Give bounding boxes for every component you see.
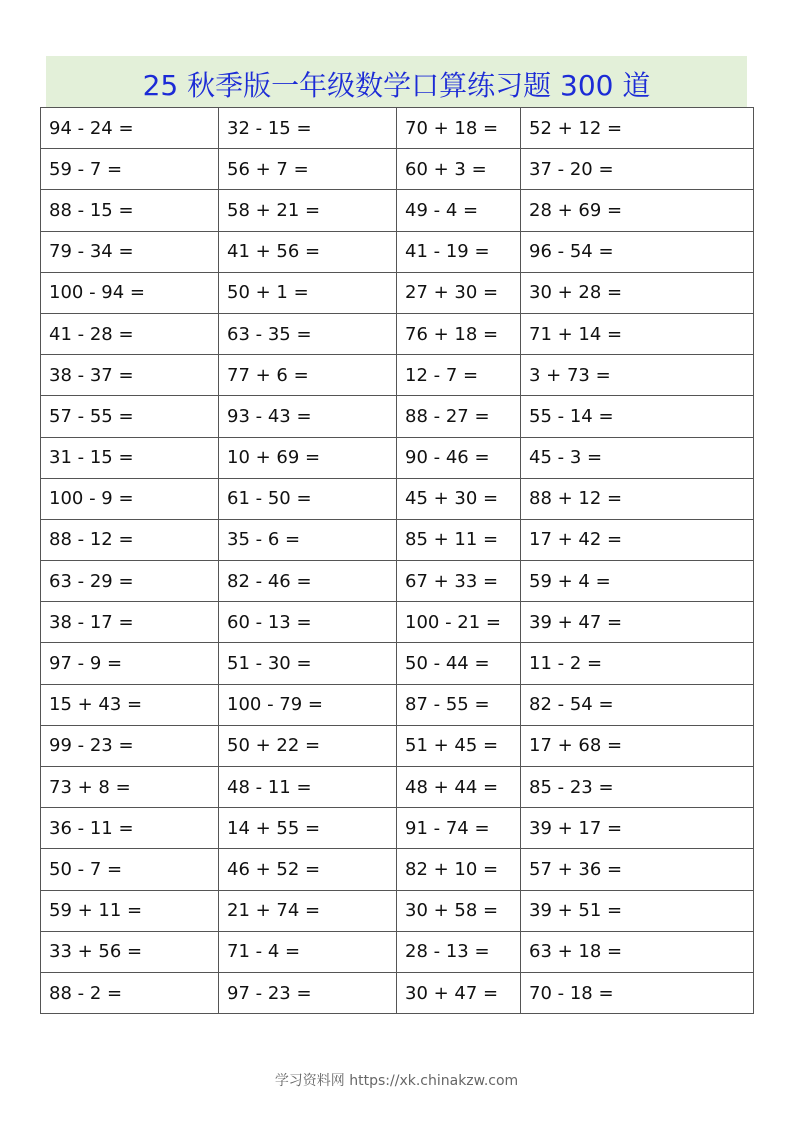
problem-cell: 41 - 19 =	[397, 231, 521, 272]
problem-cell: 57 + 36 =	[521, 849, 754, 890]
table-row	[41, 684, 754, 725]
problem-cell: 30 + 58 =	[397, 890, 521, 931]
problem-cell: 59 - 7 =	[41, 149, 219, 190]
problem-cell: 39 + 17 =	[521, 808, 754, 849]
problem-cell: 71 - 4 =	[219, 931, 397, 972]
problem-cell: 88 - 2 =	[41, 972, 219, 1013]
problem-cell: 88 - 12 =	[41, 519, 219, 560]
problem-cell: 73 + 8 =	[41, 767, 219, 808]
table-row	[41, 972, 754, 1013]
problem-cell: 50 - 44 =	[397, 643, 521, 684]
problem-cell: 67 + 33 =	[397, 561, 521, 602]
problem-cell: 51 + 45 =	[397, 725, 521, 766]
problem-cell: 49 - 4 =	[397, 190, 521, 231]
problem-cell: 91 - 74 =	[397, 808, 521, 849]
problem-cell: 51 - 30 =	[219, 643, 397, 684]
problem-cell: 30 + 28 =	[521, 272, 754, 313]
problem-cell: 57 - 55 =	[41, 396, 219, 437]
problem-cell: 77 + 6 =	[219, 355, 397, 396]
problem-cell: 82 - 46 =	[219, 561, 397, 602]
problem-cell: 50 + 22 =	[219, 725, 397, 766]
problem-cell: 61 - 50 =	[219, 478, 397, 519]
table-row	[41, 272, 754, 313]
problem-cell: 28 + 69 =	[521, 190, 754, 231]
problem-cell: 30 + 47 =	[397, 972, 521, 1013]
table-row	[41, 931, 754, 972]
problem-cell: 82 + 10 =	[397, 849, 521, 890]
problem-cell: 39 + 51 =	[521, 890, 754, 931]
problem-cell: 45 - 3 =	[521, 437, 754, 478]
problem-cell: 100 - 9 =	[41, 478, 219, 519]
problem-cell: 70 - 18 =	[521, 972, 754, 1013]
problem-cell: 82 - 54 =	[521, 684, 754, 725]
problem-cell: 14 + 55 =	[219, 808, 397, 849]
problem-cell: 10 + 69 =	[219, 437, 397, 478]
table-row	[41, 561, 754, 602]
table-row	[41, 849, 754, 890]
table-row	[41, 355, 754, 396]
problem-cell: 21 + 74 =	[219, 890, 397, 931]
table-row	[41, 890, 754, 931]
problem-cell: 50 - 7 =	[41, 849, 219, 890]
problem-cell: 56 + 7 =	[219, 149, 397, 190]
problem-cell: 63 + 18 =	[521, 931, 754, 972]
problem-cell: 15 + 43 =	[41, 684, 219, 725]
problem-cell: 97 - 23 =	[219, 972, 397, 1013]
problem-cell: 41 - 28 =	[41, 313, 219, 354]
problem-cell: 71 + 14 =	[521, 313, 754, 354]
exercise-table	[40, 107, 754, 1014]
problem-cell: 87 - 55 =	[397, 684, 521, 725]
table-row	[41, 808, 754, 849]
table-row	[41, 313, 754, 354]
problem-cell: 52 + 12 =	[521, 108, 754, 149]
problem-cell: 58 + 21 =	[219, 190, 397, 231]
problem-cell: 79 - 34 =	[41, 231, 219, 272]
table-row	[41, 396, 754, 437]
title-banner	[46, 56, 747, 107]
problem-cell: 32 - 15 =	[219, 108, 397, 149]
problem-cell: 48 + 44 =	[397, 767, 521, 808]
problem-cell: 100 - 94 =	[41, 272, 219, 313]
problem-cell: 28 - 13 =	[397, 931, 521, 972]
problem-cell: 90 - 46 =	[397, 437, 521, 478]
problem-cell: 93 - 43 =	[219, 396, 397, 437]
problem-cell: 100 - 21 =	[397, 602, 521, 643]
problem-cell: 70 + 18 =	[397, 108, 521, 149]
problem-cell: 48 - 11 =	[219, 767, 397, 808]
problem-cell: 33 + 56 =	[41, 931, 219, 972]
problem-cell: 27 + 30 =	[397, 272, 521, 313]
problem-cell: 99 - 23 =	[41, 725, 219, 766]
problem-cell: 55 - 14 =	[521, 396, 754, 437]
problem-cell: 96 - 54 =	[521, 231, 754, 272]
table-row	[41, 643, 754, 684]
table-row	[41, 767, 754, 808]
table-row	[41, 149, 754, 190]
table-row	[41, 190, 754, 231]
problem-cell: 38 - 37 =	[41, 355, 219, 396]
problem-cell: 17 + 42 =	[521, 519, 754, 560]
table-row	[41, 437, 754, 478]
problem-cell: 46 + 52 =	[219, 849, 397, 890]
exercise-table-body	[41, 108, 754, 1014]
problem-cell: 59 + 11 =	[41, 890, 219, 931]
problem-cell: 31 - 15 =	[41, 437, 219, 478]
problem-cell: 35 - 6 =	[219, 519, 397, 560]
problem-cell: 97 - 9 =	[41, 643, 219, 684]
problem-cell: 3 + 73 =	[521, 355, 754, 396]
problem-cell: 88 + 12 =	[521, 478, 754, 519]
problem-cell: 39 + 47 =	[521, 602, 754, 643]
problem-cell: 45 + 30 =	[397, 478, 521, 519]
problem-cell: 94 - 24 =	[41, 108, 219, 149]
problem-cell: 76 + 18 =	[397, 313, 521, 354]
problem-cell: 60 - 13 =	[219, 602, 397, 643]
page-title: 25 秋季版一年级数学口算练习题 300 道	[142, 68, 651, 102]
problem-cell: 85 + 11 =	[397, 519, 521, 560]
problem-cell: 88 - 27 =	[397, 396, 521, 437]
problem-cell: 41 + 56 =	[219, 231, 397, 272]
problem-cell: 85 - 23 =	[521, 767, 754, 808]
problem-cell: 11 - 2 =	[521, 643, 754, 684]
footer-source: 学习资料网 https://xk.chinakzw.com	[274, 1073, 519, 1089]
table-row	[41, 108, 754, 149]
table-row	[41, 602, 754, 643]
problem-cell: 50 + 1 =	[219, 272, 397, 313]
problem-cell: 63 - 35 =	[219, 313, 397, 354]
table-row	[41, 725, 754, 766]
problem-cell: 88 - 15 =	[41, 190, 219, 231]
problem-cell: 100 - 79 =	[219, 684, 397, 725]
table-row	[41, 519, 754, 560]
problem-cell: 38 - 17 =	[41, 602, 219, 643]
problem-cell: 37 - 20 =	[521, 149, 754, 190]
problem-cell: 36 - 11 =	[41, 808, 219, 849]
problem-cell: 60 + 3 =	[397, 149, 521, 190]
problem-cell: 63 - 29 =	[41, 561, 219, 602]
table-row	[41, 231, 754, 272]
table-row	[41, 478, 754, 519]
problem-cell: 12 - 7 =	[397, 355, 521, 396]
problem-cell: 59 + 4 =	[521, 561, 754, 602]
problem-cell: 17 + 68 =	[521, 725, 754, 766]
